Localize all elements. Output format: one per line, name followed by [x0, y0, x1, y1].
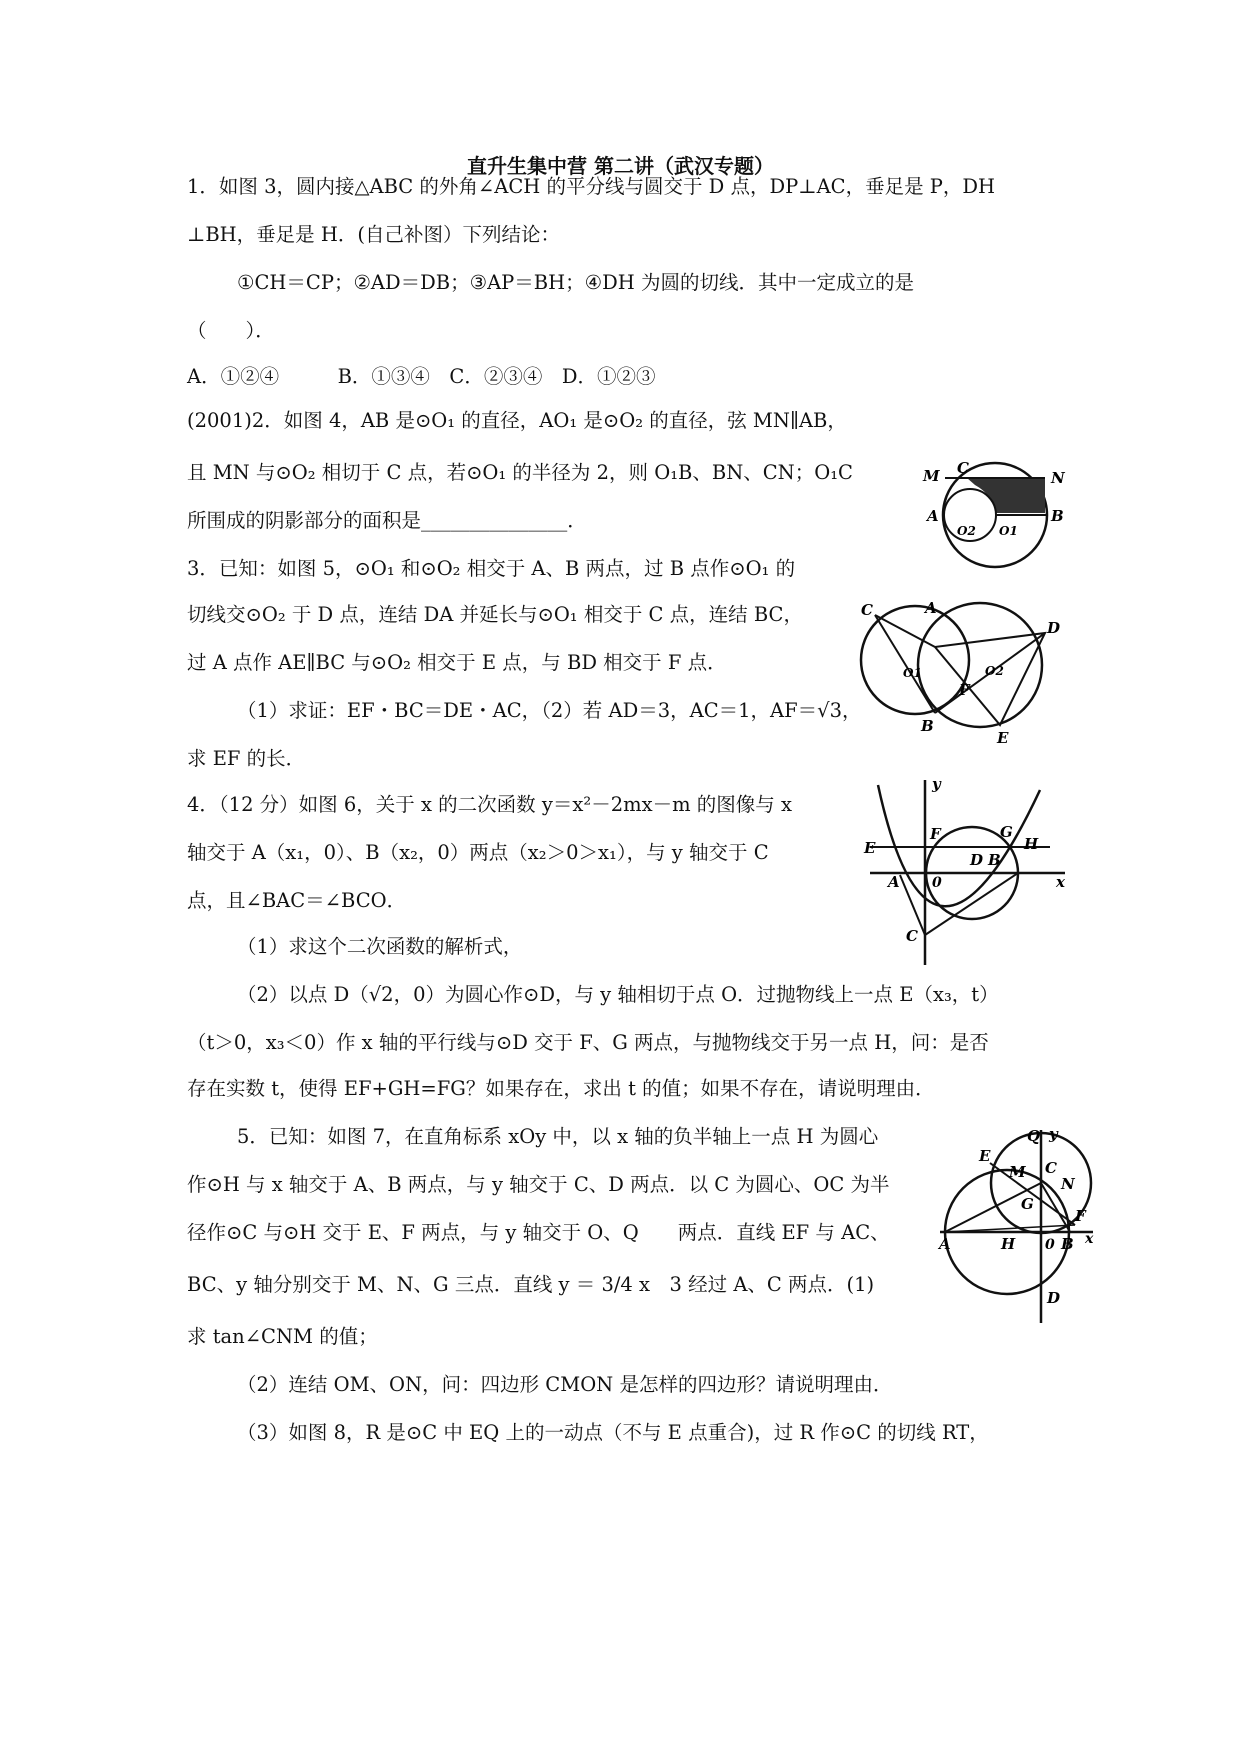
- q1-line-4: （ ）．: [187, 319, 275, 342]
- fig6-label-D: D: [970, 851, 984, 869]
- q4-line-3: 点，且∠BAC＝∠BCO．: [187, 889, 407, 912]
- fig5-label-D: D: [1047, 619, 1061, 637]
- q5-part-3: （3）如图 8，R 是⊙C 中 EQ 上的一动点（不与 E 点重合)，过 R 作⊙C 的切线 RT，: [237, 1421, 989, 1444]
- fig6-label-C: C: [906, 927, 918, 945]
- fig6-label-H: H: [1024, 835, 1039, 853]
- fig5-label-E: E: [997, 729, 1009, 745]
- fig5-label-F: F: [959, 681, 970, 699]
- fig4-label-C: C: [957, 459, 969, 477]
- q3-line-5: 求 EF 的长．: [187, 747, 306, 770]
- q4-part-1: （1）求这个二次函数的解析式，: [237, 935, 523, 958]
- q1-options: A．①②④ B．①③④ C．②③④ D．①②③: [187, 365, 656, 388]
- q1-line-3: ①CH＝CP；②AD＝DB；③AP＝BH；④DH 为圆的切线．其中一定成立的是: [237, 271, 914, 294]
- fig7-label-D: D: [1047, 1289, 1061, 1307]
- fig6-label-A: A: [888, 873, 900, 891]
- fig4-label-M: M: [923, 467, 940, 485]
- q4-part-2-cont: （t＞0，x₃＜0）作 x 轴的平行线与⊙D 交于 F、G 两点，与抛物线交于另一点 H，问：是否: [187, 1031, 989, 1054]
- q2-line-2: 且 MN 与⊙O₂ 相切于 C 点，若⊙O₁ 的半径为 2，则 O₁B、BN、CN；O₁C: [187, 461, 853, 484]
- q4-line-2: 轴交于 A（x₁，0）、B（x₂，0）两点（x₂＞0＞x₁），与 y 轴交于 C: [187, 841, 769, 864]
- q1-line-2: ⊥BH，垂足是 H．(自己补图）下列结论：: [187, 223, 560, 246]
- fig4-label-O1: O1: [999, 524, 1018, 538]
- q3-line-2: 切线交⊙O₂ 于 D 点，连结 DA 并延长与⊙O₁ 相交于 C 点，连结 BC，: [187, 603, 803, 626]
- q5-line-2: 作⊙H 与 x 轴交于 A、B 两点，与 y 轴交于 C、D 两点．以 C 为圆心、OC 为半: [187, 1173, 890, 1196]
- q4-line-1: 4．（12 分）如图 6，关于 x 的二次函数 y＝x²－2mx－m 的图像与 x: [187, 793, 792, 816]
- q4-part-2: （2）以点 D（√2，0）为圆心作⊙D，与 y 轴相切于点 O．过抛物线上一点 E（x₃，t）: [237, 983, 999, 1006]
- q4-part-2-end: 存在实数 t，使得 EF+GH=FG？如果存在，求出 t 的值；如果不存在，请说明理由．: [187, 1077, 935, 1100]
- fig7-label-N: N: [1061, 1175, 1075, 1193]
- fig7-label-E: E: [979, 1147, 991, 1165]
- fig5-label-C: C: [861, 601, 873, 619]
- fig6-label-E: E: [864, 839, 876, 857]
- figure-4: [915, 455, 1090, 575]
- figure-7: [935, 1125, 1100, 1325]
- q5-line-1: 5．已知：如图 7，在直角标系 xOy 中，以 x 轴的负半轴上一点 H 为圆心: [237, 1125, 879, 1148]
- q5-part-2: （2）连结 OM、ON，问：四边形 CMON 是怎样的四边形？请说明理由．: [237, 1373, 893, 1396]
- fig6-label-G: G: [1000, 823, 1013, 841]
- fig7-label-C: C: [1045, 1159, 1057, 1177]
- fig6-label-y: y: [932, 775, 941, 793]
- fig5-label-A: A: [925, 599, 937, 617]
- fig4-label-B: B: [1051, 507, 1064, 525]
- q3-line-4: （1）求证：EF・BC＝DE・AC，（2）若 AD＝3，AC＝1，AF＝√3，: [237, 699, 862, 722]
- fig7-label-B: B: [1061, 1235, 1074, 1253]
- fig4-label-N: N: [1051, 469, 1065, 487]
- fig7-label-H: H: [1001, 1235, 1016, 1253]
- fig7-label-x: x: [1085, 1231, 1094, 1247]
- q1-line-1: 1．如图 3，圆内接△ABC 的外角∠ACH 的平分线与圆交于 D 点，DP⊥AC，垂足是 P，DH: [187, 175, 996, 198]
- fig7-label-M: M: [1009, 1163, 1026, 1181]
- fig7-label-Q: Q: [1027, 1127, 1041, 1145]
- fig6-label-0: 0: [932, 875, 942, 891]
- fig5-label-O1: O1: [903, 666, 922, 680]
- fig5-label-O2: O2: [985, 664, 1004, 678]
- q5-line-3: 径作⊙C 与⊙H 交于 E、F 两点，与 y 轴交于 O、Q 两点．直线 EF 与 AC、: [187, 1221, 890, 1244]
- page-title: 直升生集中营 第二讲（武汉专题）: [467, 154, 774, 178]
- fig6-label-F: F: [930, 825, 941, 843]
- fig7-label-G: G: [1021, 1195, 1034, 1213]
- fig7-label-A: A: [939, 1235, 951, 1253]
- q2-line-3: 所围成的阴影部分的面积是_______________．: [187, 509, 587, 532]
- fig6-label-x: x: [1056, 873, 1065, 891]
- q5-line-5: 求 tan∠CNM 的值；: [187, 1325, 378, 1348]
- figure-5: [855, 595, 1070, 745]
- q3-line-3: 过 A 点作 AE∥BC 与⊙O₂ 相交于 E 点，与 BD 相交于 F 点．: [187, 651, 727, 674]
- fig5-label-B: B: [921, 717, 934, 735]
- fig7-label-F: F: [1075, 1207, 1086, 1225]
- q2-line-1: (2001)2．如图 4，AB 是⊙O₁ 的直径，AO₁ 是⊙O₂ 的直径，弦 MN∥AB，: [187, 409, 847, 432]
- fig7-label-0: 0: [1045, 1237, 1055, 1253]
- fig6-label-B: B: [988, 851, 1001, 869]
- fig4-label-A: A: [927, 507, 939, 525]
- q5-line-4: BC、y 轴分别交于 M、N、G 三点．直线 y ＝ 3/4 x 3 经过 A、C 两点．(1): [187, 1273, 875, 1296]
- fig7-label-y: y: [1049, 1125, 1058, 1143]
- q3-line-1: 3．已知：如图 5，⊙O₁ 和⊙O₂ 相交于 A、B 两点，过 B 点作⊙O₁ 的: [187, 557, 796, 580]
- fig4-label-O2: O2: [957, 524, 976, 538]
- figure-6: [860, 775, 1075, 970]
